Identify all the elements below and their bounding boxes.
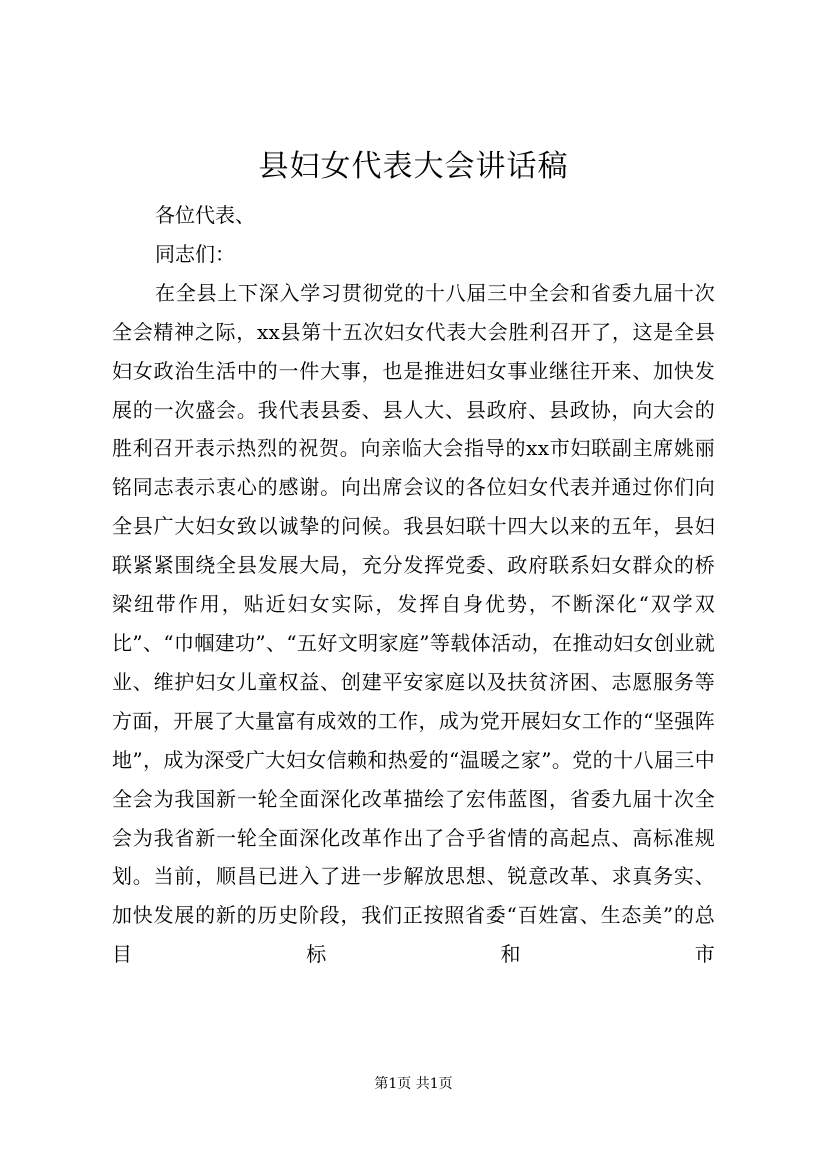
page-number-footer: 第1页 共1页	[374, 1076, 453, 1092]
salutation-representatives: 各位代表、	[155, 203, 255, 227]
salutation-comrades: 同志们：	[155, 241, 235, 266]
document-title: 县妇女代表大会讲话稿	[258, 149, 569, 184]
document-body	[112, 196, 715, 974]
speech-paragraph: 在全县上下深入学习贯彻党的十八届三中全会和省委九届十次全会精神之际，xx县第十五次妇女代表大会胜利召开了，这是全县妇女政治生活中的一件大事，也是推进妇女事业继往开来、加快发展的一次盛会。我代表县委、县人大、县政府、县政协，向大会的胜利召开表示热烈的祝贺。向亲临大会指导的xx市妇联副主席姚丽铭同志表示衷心的感谢。向出席会议的各位妇女代表并通过你们向全县广大妇女致以诚挚的问候。我县妇联十四大以来的五年，县妇联紧紧围绕全县发展大局，充分发挥党委、政府联系妇女群众的桥梁纽带作用，贴近妇女实际，发挥自身优势，不断深化“双学双比”、“巾帼建功”、“五好文明家庭”等载体活动，在推动妇女创业就业、维护妇女儿童权益、创建平安家庭以及扶贫济困、志愿服务等方面，开展了大量富有成效的工作，成为党开展妇女工作的“坚强阵地”，成为深受广大妇女信赖和热爱的“温暖之家”。党的十八届三中全会为我国新一轮全面深化改革描绘了宏伟蓝图，省委九届十次全会为我省新一轮全面深化改革作出了合乎省情的高起点、高标准规划。当前，顺昌已进入了进一步解放思想、锐意改革、求真务实、加快发展的新的历史阶段，我们正按照省委“百姓富、生态美”的总目标和市	[112, 280, 715, 967]
